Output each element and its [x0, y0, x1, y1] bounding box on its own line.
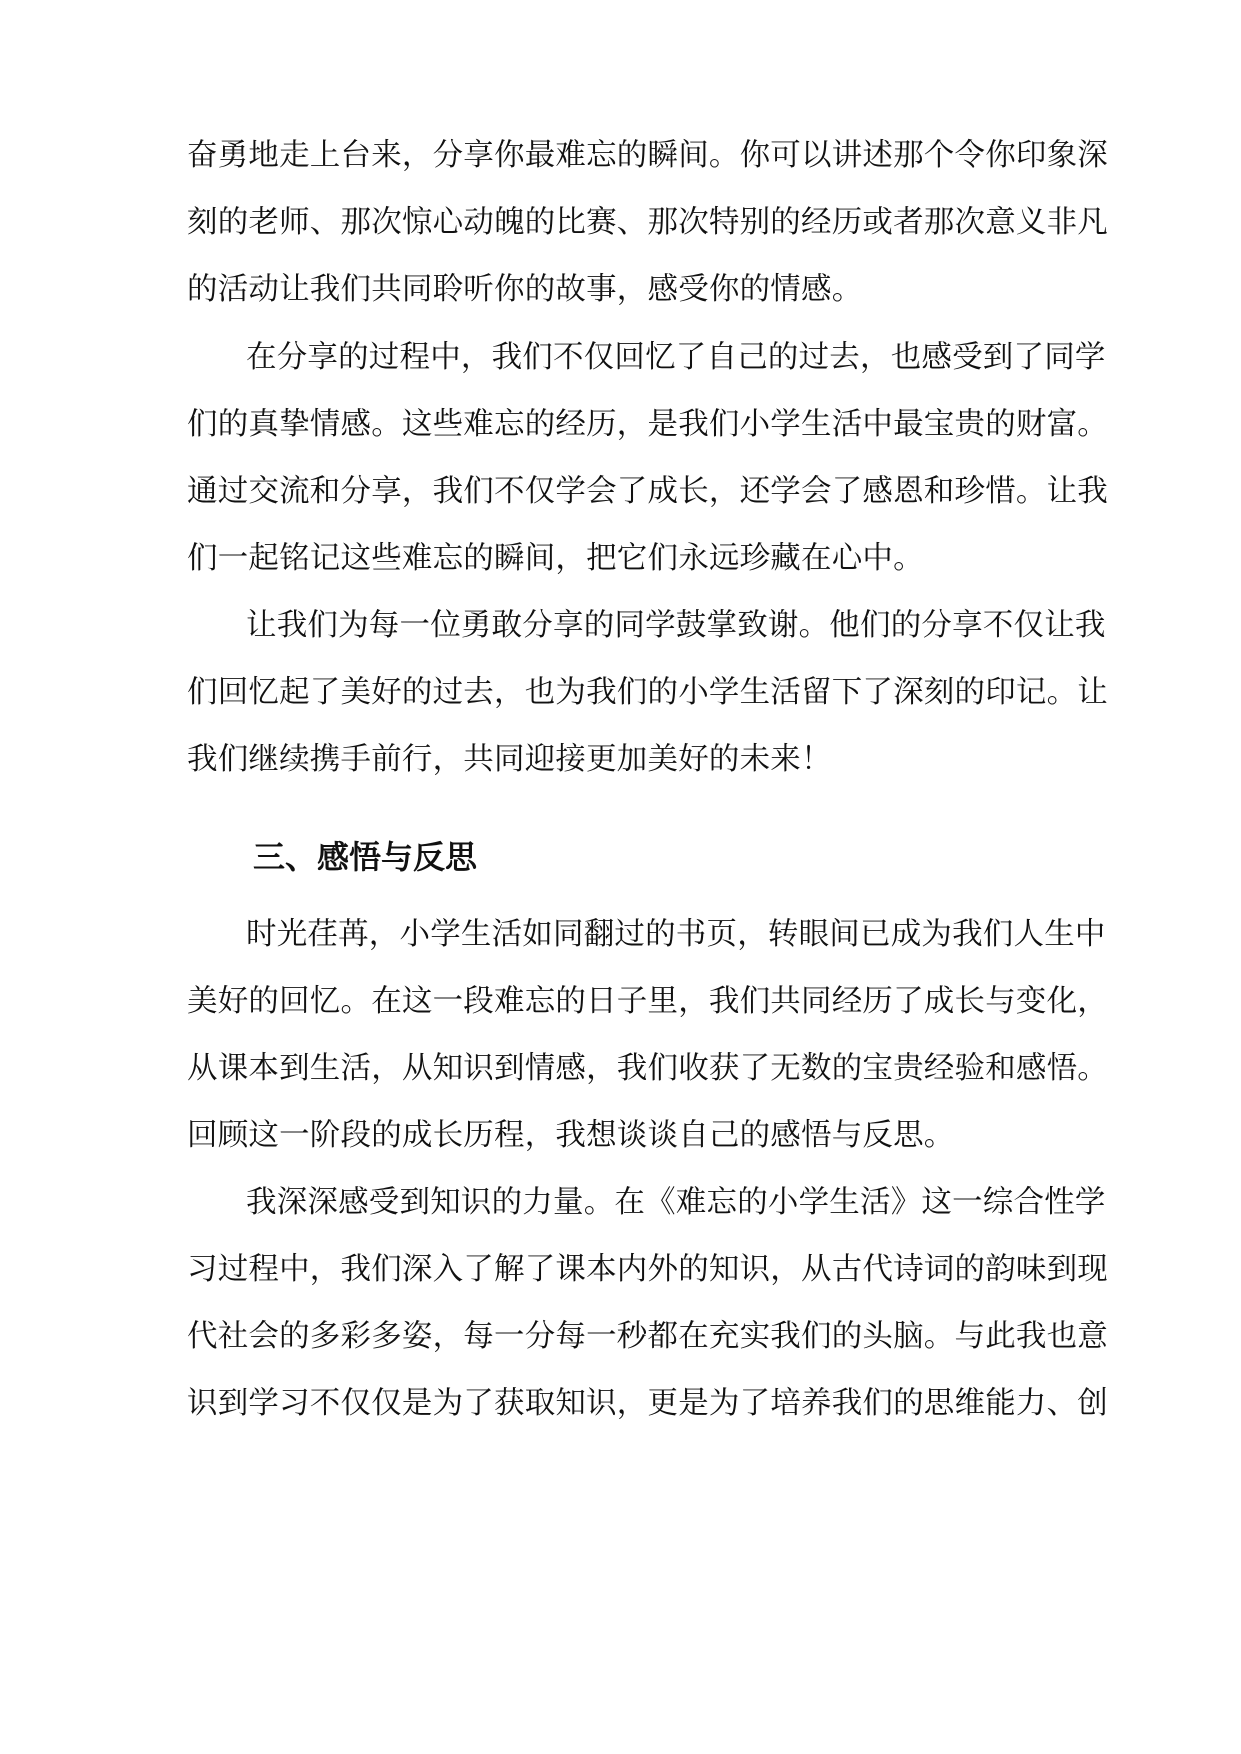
- text-line: 识到学习不仅仅是为了获取知识，更是为了培养我们的思维能力、创: [187, 1386, 1108, 1421]
- text-line: 们一起铭记这些难忘的瞬间，把它们永远珍藏在心中。: [187, 541, 924, 576]
- text-line: 时光荏苒，小学生活如同翻过的书页，转眼间已成为我们人生中: [246, 917, 1106, 952]
- text-line: 代社会的多彩多姿，每一分每一秒都在充实我们的头脑。与此我也意: [187, 1319, 1108, 1354]
- text-line: 让我们为每一位勇敢分享的同学鼓掌致谢。他们的分享不仅让我: [246, 608, 1106, 643]
- section-heading: 三、感悟与反思: [253, 838, 478, 876]
- text-line: 们的真挚情感。这些难忘的经历，是我们小学生活中最宝贵的财富。: [187, 407, 1108, 442]
- text-line: 的活动让我们共同聆听你的故事，感受你的情感。: [187, 272, 863, 307]
- text-line: 美好的回忆。在这一段难忘的日子里，我们共同经历了成长与变化，: [187, 984, 1108, 1019]
- text-line: 从课本到生活，从知识到情感，我们收获了无数的宝贵经验和感悟。: [187, 1051, 1108, 1086]
- text-line: 我深深感受到知识的力量。在《难忘的小学生活》这一综合性学: [246, 1185, 1106, 1220]
- text-line: 习过程中，我们深入了解了课本内外的知识，从古代诗词的韵味到现: [187, 1252, 1108, 1287]
- text-line: 在分享的过程中，我们不仅回忆了自己的过去，也感受到了同学: [246, 340, 1106, 375]
- text-line: 们回忆起了美好的过去，也为我们的小学生活留下了深刻的印记。让: [187, 675, 1108, 710]
- text-line: 通过交流和分享，我们不仅学会了成长，还学会了感恩和珍惜。让我: [187, 474, 1108, 509]
- text-line: 回顾这一阶段的成长历程，我想谈谈自己的感悟与反思。: [187, 1118, 955, 1153]
- text-line: 奋勇地走上台来，分享你最难忘的瞬间。你可以讲述那个令你印象深: [187, 138, 1108, 173]
- text-line: 刻的老师、那次惊心动魄的比赛、那次特别的经历或者那次意义非凡: [187, 205, 1108, 240]
- text-line: 我们继续携手前行，共同迎接更加美好的未来！: [187, 742, 832, 777]
